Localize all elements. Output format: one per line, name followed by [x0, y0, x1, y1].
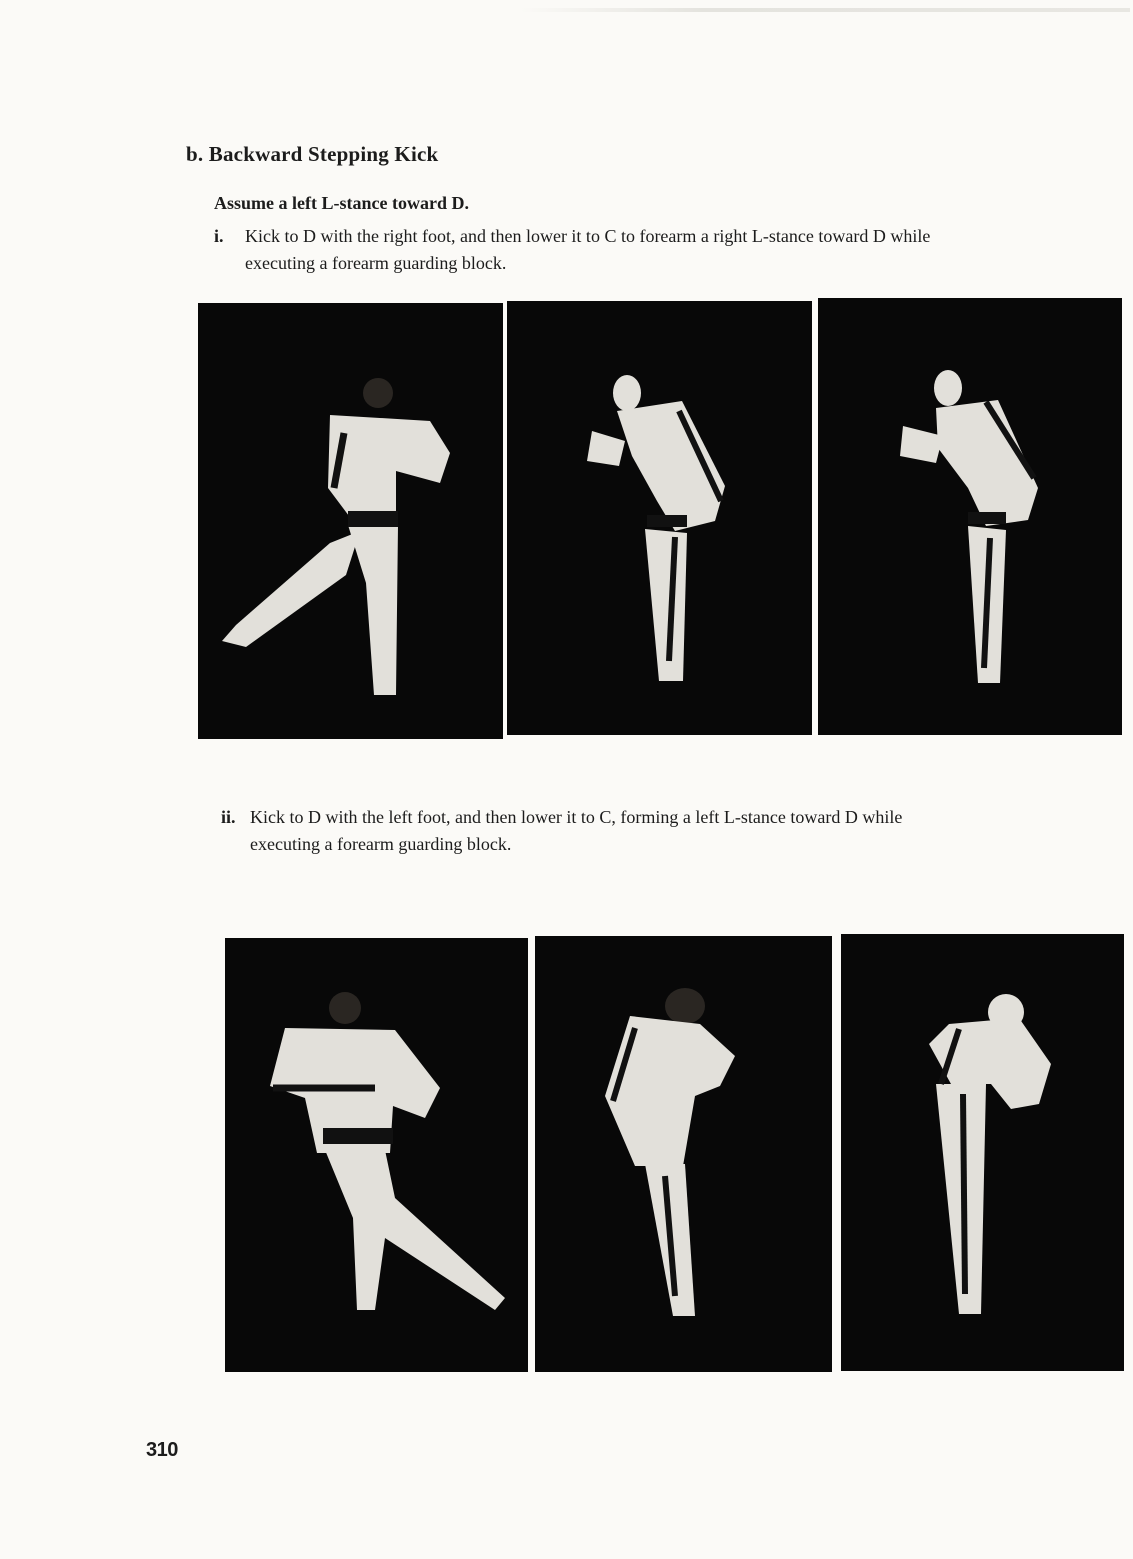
step-1-text: Kick to D with the right foot, and then lower it to C to forearm a right L-stance toward D while executing a forearm guarding block. [245, 226, 931, 273]
photo-step-1-frame-1 [198, 303, 503, 739]
step-2-text: Kick to D with the left foot, and then lower it to C, forming a left L-stance toward D while executing a forearm guarding block. [250, 807, 903, 854]
instruction: Assume a left L-stance toward D. [214, 193, 469, 213]
step-1 [214, 223, 954, 277]
photo-step-2-frame-3 [841, 934, 1124, 1371]
step-1-numeral: i. [214, 226, 224, 246]
photo-step-1-frame-2 [507, 301, 812, 735]
photo-step-1-frame-3 [818, 298, 1122, 735]
page-number: 310 [146, 1439, 178, 1461]
photo-step-2-frame-1 [225, 938, 528, 1372]
step-2 [221, 804, 951, 858]
step-2-numeral: ii. [221, 807, 236, 827]
scan-edge-shadow [520, 8, 1130, 12]
section-title: b. Backward Stepping Kick [186, 142, 439, 166]
photo-step-2-frame-2 [535, 936, 832, 1372]
